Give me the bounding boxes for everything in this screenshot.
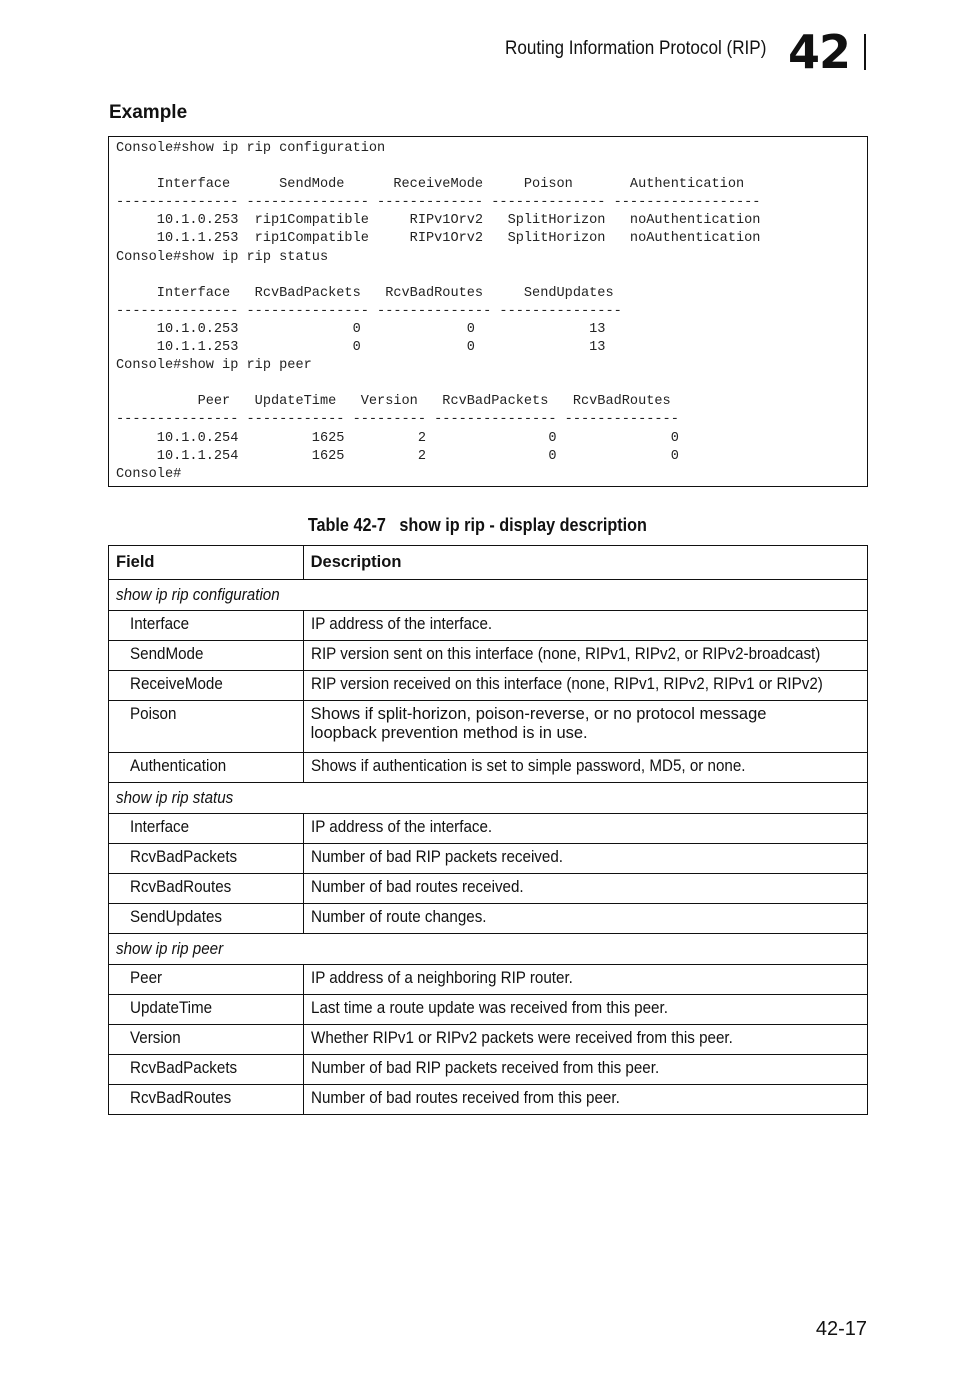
table-row [109, 814, 868, 844]
field-cell [109, 753, 304, 783]
table-row [109, 671, 868, 701]
description-cell [303, 844, 867, 874]
console-line: Interface SendMode ReceiveMode Poison Authentication [116, 177, 745, 193]
field-name: Interface [130, 818, 190, 836]
field-description: Number of bad routes received. [310, 878, 524, 896]
header-field: Field [109, 546, 304, 580]
table-section-row [109, 783, 868, 814]
field-cell [109, 611, 304, 641]
field-name: Interface [130, 615, 190, 633]
console-line: --------------- ------------ --------- --------------- -------------- [116, 412, 679, 428]
field-description: Number of bad RIP packets received from this peer. [310, 1059, 659, 1077]
field-cell [109, 1055, 304, 1085]
field-name: Version [130, 1029, 181, 1047]
field-cell [109, 1085, 304, 1115]
field-cell [109, 904, 304, 934]
field-cell [109, 641, 304, 671]
field-cell [109, 965, 304, 995]
table-row [109, 844, 868, 874]
display-description-table [108, 545, 868, 1115]
table-row [109, 995, 868, 1025]
description-cell [303, 701, 867, 753]
field-cell [109, 844, 304, 874]
console-line: Console#show ip rip status [116, 249, 329, 265]
table-row [109, 1055, 868, 1085]
console-line: Console# [116, 466, 182, 482]
console-output [109, 137, 867, 484]
section-title-text: show ip rip configuration [116, 585, 280, 604]
table-row [109, 904, 868, 934]
chapter-divider [864, 34, 866, 70]
chapter-number: 42 [788, 25, 851, 79]
field-description: Number of route changes. [310, 908, 487, 926]
field-cell [109, 701, 304, 753]
console-line: --------------- --------------- -------------- --------------- [116, 303, 622, 319]
console-line: 10.1.0.253 rip1Compatible RIPv1Orv2 SplitHorizon noAuthentication [116, 213, 761, 229]
field-cell [109, 874, 304, 904]
field-description: Shows if authentication is set to simple password, MD5, or none. [310, 757, 746, 775]
field-name: RcvBadRoutes [130, 1089, 232, 1107]
table-section-row [109, 580, 868, 611]
console-line: --------------- --------------- ------------- -------------- ------------------ [116, 195, 761, 211]
field-cell [109, 995, 304, 1025]
field-name: Authentication [130, 757, 227, 775]
console-line: Console#show ip rip peer [116, 358, 312, 374]
field-name: SendMode [130, 645, 204, 663]
field-description: RIP version received on this interface (none, RIPv1, RIPv2, RIPv1 or RIPv2) [310, 675, 823, 693]
field-name: ReceiveMode [130, 675, 223, 693]
field-description: IP address of the interface. [310, 615, 492, 633]
console-line: 10.1.1.254 1625 2 0 0 [116, 448, 679, 464]
example-heading: Example [109, 102, 188, 123]
field-description: Whether RIPv1 or RIPv2 packets were received from this peer. [310, 1029, 733, 1047]
running-header-title: Routing Information Protocol (RIP) [504, 38, 766, 59]
console-output-box [108, 136, 868, 487]
description-cell [303, 1085, 867, 1115]
field-description: Number of bad RIP packets received. [310, 848, 563, 866]
console-line: 10.1.1.253 rip1Compatible RIPv1Orv2 SplitHorizon noAuthentication [116, 231, 761, 247]
description-cell [303, 1025, 867, 1055]
field-cell [109, 814, 304, 844]
description-cell [303, 611, 867, 641]
field-name: Poison [130, 705, 177, 723]
field-name: SendUpdates [130, 908, 222, 926]
description-cell [303, 753, 867, 783]
table-row [109, 1085, 868, 1115]
header-description: Description [303, 546, 867, 580]
table-row [109, 965, 868, 995]
description-cell [303, 671, 867, 701]
section-title [109, 934, 868, 965]
description-cell [303, 814, 867, 844]
description-cell [303, 874, 867, 904]
table-row [109, 701, 868, 753]
field-description: Number of bad routes received from this peer. [310, 1089, 620, 1107]
description-cell [303, 904, 867, 934]
field-description: Shows if split-horizon, poison-reverse, or no protocol message loopback prevention method is in use. [310, 705, 767, 742]
console-line: Peer UpdateTime Version RcvBadPackets RcvBadRoutes [116, 394, 671, 410]
section-title [109, 783, 868, 814]
description-cell [303, 965, 867, 995]
field-cell [109, 671, 304, 701]
table-caption [0, 515, 954, 536]
table-section-row [109, 934, 868, 965]
field-description: IP address of a neighboring RIP router. [310, 969, 573, 987]
table-header-row [109, 546, 868, 580]
description-cell [303, 641, 867, 671]
table-row [109, 641, 868, 671]
section-title [109, 580, 868, 611]
table-caption-text: Table 42-7 show ip rip - display description [307, 515, 647, 535]
console-line: 10.1.1.253 0 0 13 [116, 340, 606, 356]
field-name: RcvBadPackets [130, 1059, 238, 1077]
table-row [109, 611, 868, 641]
section-title-text: show ip rip peer [116, 939, 224, 958]
table-row [109, 753, 868, 783]
page-number: 42-17 [815, 1318, 867, 1340]
console-line: Interface RcvBadPackets RcvBadRoutes SendUpdates [116, 285, 614, 301]
field-name: UpdateTime [130, 999, 213, 1017]
table-row [109, 874, 868, 904]
field-name: RcvBadPackets [130, 848, 238, 866]
field-cell [109, 1025, 304, 1055]
field-description: Last time a route update was received from this peer. [310, 999, 668, 1017]
description-cell [303, 1055, 867, 1085]
field-name: RcvBadRoutes [130, 878, 232, 896]
description-cell [303, 995, 867, 1025]
console-line: Console#show ip rip configuration [116, 141, 386, 156]
field-name: Peer [130, 969, 163, 987]
section-title-text: show ip rip status [116, 788, 234, 807]
field-description: IP address of the interface. [310, 818, 492, 836]
console-line: 10.1.0.253 0 0 13 [116, 321, 606, 337]
console-line: 10.1.0.254 1625 2 0 0 [116, 430, 679, 446]
table-row [109, 1025, 868, 1055]
field-description: RIP version sent on this interface (none, RIPv1, RIPv2, or RIPv2-broadcast) [310, 645, 820, 663]
